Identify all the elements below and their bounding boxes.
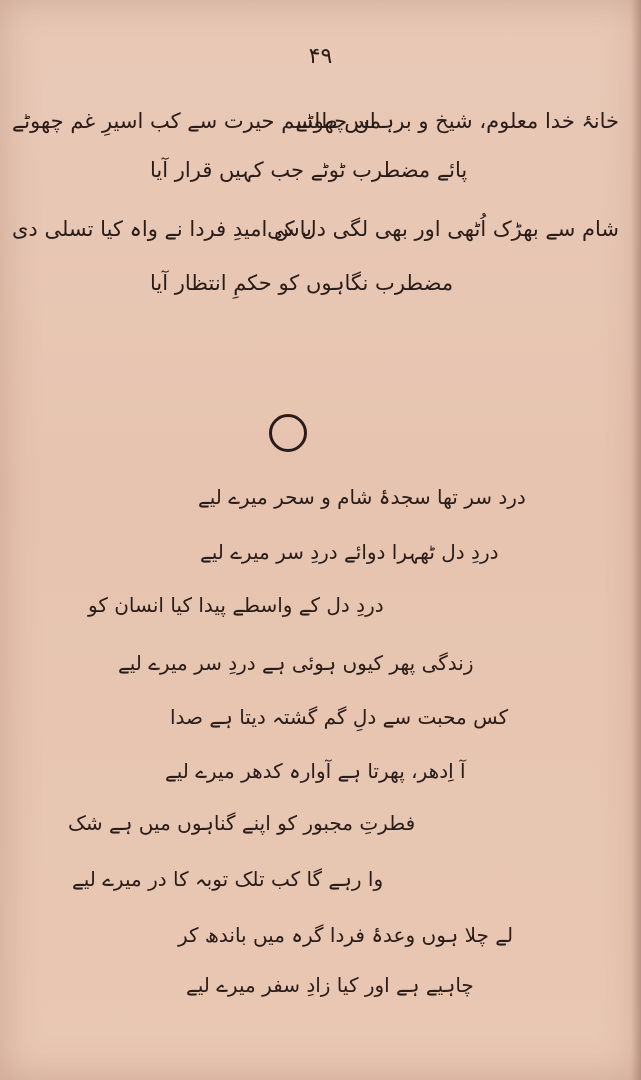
ghazal-2-line-4: زندگی پھر کیوں ہوئی ہے دردِ سر میرے لیے (118, 651, 474, 675)
ghazal-2-line-7: فطرتِ مجبور کو اپنے گناہوں میں ہے شک (68, 811, 416, 835)
couplet-2-right-hemistich: شام سے بھڑک اُٹھی اور بھی لگی دل کی (267, 217, 619, 241)
ghazal-2-line-5: کس محبت سے دلِ گم گشتہ دیتا ہے صدا (170, 705, 509, 729)
couplet-2-second-line: مضطرب نگاہوں کو حکمِ انتظار آیا (150, 271, 454, 295)
ghazal-2-line-2: دردِ دل ٹھہرا دوائے دردِ سر میرے لیے (200, 540, 499, 564)
ghazal-2-line-9: لے چلا ہوں وعدۂ فردا گرہ میں باندھ کر (178, 923, 514, 947)
section-circle-ornament (269, 414, 307, 452)
ghazal-2-line-3: دردِ دل کے واسطے پیدا کیا انسان کو (88, 593, 384, 617)
ghazal-2-line-6: آ اِدھر، پھرتا ہے آوارہ کدھر میرے لیے (165, 759, 466, 783)
page-edge-shadow (631, 0, 641, 1080)
couplet-1-left-hemistich: اس طلسم حیرت سے کب اسیرِ غم چھوٹے (12, 109, 376, 133)
couplet-1-right-hemistich: خانۂ خدا معلوم، شیخ و برہمن چھوٹے (295, 109, 619, 133)
ghazal-2-line-1: درد سر تھا سجدۂ شام و سحر میرے لیے (198, 485, 526, 509)
page-number: ۴۹ (308, 44, 333, 69)
ghazal-2-line-8: وا رہے گا کب تلک توبہ کا در میرے لیے (72, 867, 384, 891)
couplet-1-second-line: پائے مضطرب ٹوٹے جب کہیں قرار آیا (150, 158, 468, 182)
ghazal-2-line-10: چاہیے ہے اور کیا زادِ سفر میرے لیے (186, 973, 474, 997)
couplet-2-left-hemistich: یاس امیدِ فردا نے واہ کیا تسلی دی (12, 217, 312, 241)
